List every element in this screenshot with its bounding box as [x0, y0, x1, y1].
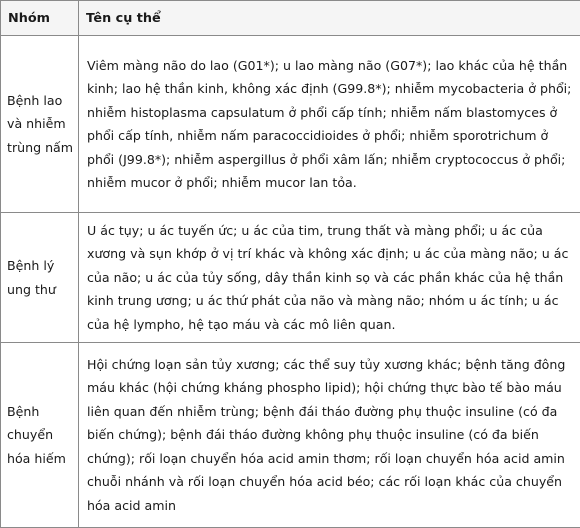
table-row [1, 343, 580, 528]
detail-cell: Viêm màng não do lao (G01*); u lao màng não (G07*); lao khác của hệ thần kinh; lao hệ thần kinh, không xác định (G99.8*); nhiễm mycobacteria ở phổi; nhiễm histoplasma capsulatum ở phổi cấp tính; nhiễm nấm blastomyces ở phổi cấp tính, nhiễm nấm paracoccidioides ở phổi; nhiễm sporotrichum ở phổi (J99.8*); nhiễm aspergillus ở phổi xâm lấn; nhiễm cryptococcus ở phổi; nhiễm mucor ở phổi; nhiễm mucor lan tỏa. [79, 36, 580, 213]
header-row [1, 1, 580, 36]
table-row [1, 213, 580, 343]
header-group: Nhóm [1, 1, 79, 36]
detail-cell: U ác tụy; u ác tuyến ức; u ác của tim, trung thất và màng phổi; u ác của xương và sụn khớp ở vị trí khác và không xác định; u ác của màng não; u ác của não; u ác của tủy sống, dây thần kinh sọ và các phần khác của hệ thần kinh trung ương; u ác thứ phát của não và màng não; nhóm u ác tính; u ác của hệ lympho, hệ tạo máu và các mô liên quan. [79, 213, 580, 343]
group-cell: Bệnh lý ung thư [1, 213, 79, 343]
group-cell: Bệnh chuyển hóa hiếm [1, 343, 79, 528]
group-cell: Bệnh lao và nhiễm trùng nấm [1, 36, 79, 213]
detail-cell: Hội chứng loạn sản tủy xương; các thể suy tủy xương khác; bệnh tăng đông máu khác (hội chứng kháng phospho lipid); hội chứng thực bào tế bào máu liên quan đến nhiễm trùng; bệnh đái tháo đường phụ thuộc insuline (có đa biến chứng); bệnh đái tháo đường không phụ thuộc insuline (có đa biến chứng); rối loạn chuyển hóa acid amin thơm; rối loạn chuyển hóa acid amin chuỗi nhánh và rối loạn chuyển hóa acid béo; các rối loạn khác của chuyển hóa acid amin [79, 343, 580, 528]
table-row [1, 36, 580, 213]
header-detail: Tên cụ thể [79, 1, 580, 36]
